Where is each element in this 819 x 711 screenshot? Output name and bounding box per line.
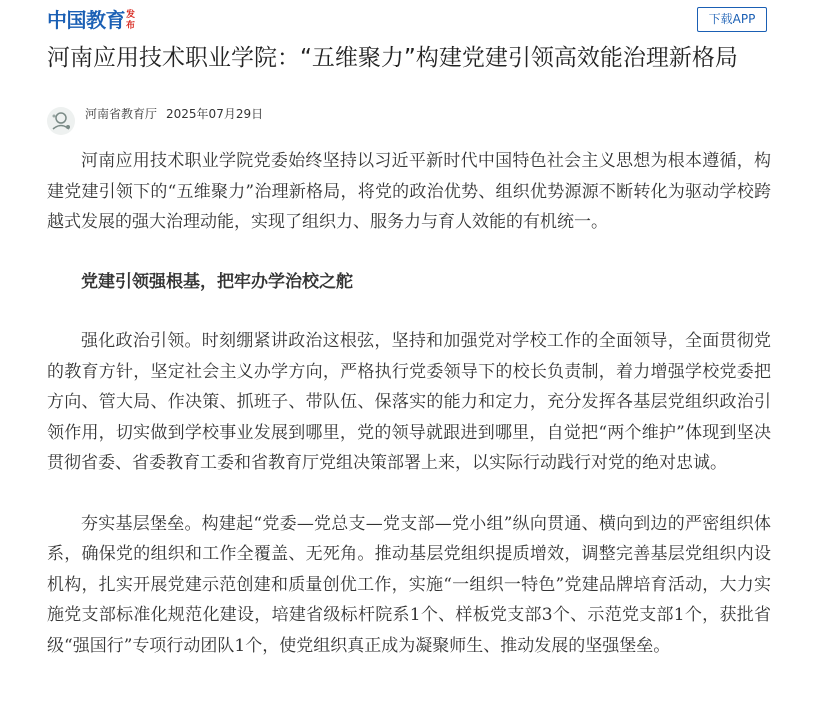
- article-paragraph: 河南应用技术职业学院党委始终坚持以习近平新时代中国特色社会主义思想为根本遵循，构建党建引领下的“五维聚力”治理新格局，将党的政治优势、组织优势源源不断转化为驱动学校跨越式发展的强大治理动能，实现了组织力、服务力与育人效能的有机统一。: [47, 151, 771, 232]
- source-avatar-icon: [47, 107, 75, 135]
- article-body: [47, 146, 771, 661]
- download-app-button[interactable]: 下载APP: [697, 7, 767, 32]
- article-paragraph: 强化政治引领。时刻绷紧讲政治这根弦，坚持和加强党对学校工作的全面领导，全面贯彻党的教育方针，坚定社会主义办学方向，严格执行党委领导下的校长负责制，着力增强学校党委把方向、管大局、作决策、抓班子、带队伍、保落实的能力和定力，充分发挥各基层党组织政治引领作用，切实做到学校事业发展到哪里，党的领导就跟进到哪里，自觉把“两个维护”体现到坚决贯彻省委、省委教育工委和省教育厅党组决策部署上来，以实际行动践行对党的绝对忠诚。: [47, 331, 771, 473]
- article-source[interactable]: 河南省教育厅: [85, 107, 158, 121]
- site-logo[interactable]: [47, 8, 136, 32]
- article-meta: [47, 106, 263, 136]
- logo-sub-text: 发布: [126, 10, 136, 31]
- article-date: 2025年07月29日: [166, 107, 264, 121]
- article-paragraph: 夯实基层堡垒。构建起“党委—党总支—党支部—党小组”纵向贯通、横向到边的严密组织体系，确保党的组织和工作全覆盖、无死角。推动基层党组织提质增效，调整完善基层党组织内设机构，扎实开展党建示范创建和质量创优工作，实施“一组织一特色”党建品牌培育活动，大力实施党支部标准化规范化建设，培建省级标杆院系1个、样板党支部3个、示范党支部1个，获批省级“强国行”专项行动团队1个，使党组织真正成为凝聚师生、推动发展的坚强堡垒。: [47, 513, 771, 656]
- top-bar: [0, 0, 819, 42]
- section-heading: 党建引领强根基，把牢办学治校之舵: [81, 271, 353, 292]
- logo-main-text: 中国教育: [47, 8, 125, 32]
- article-title: 河南应用技术职业学院：“五维聚力”构建党建引领高效能治理新格局: [47, 45, 738, 71]
